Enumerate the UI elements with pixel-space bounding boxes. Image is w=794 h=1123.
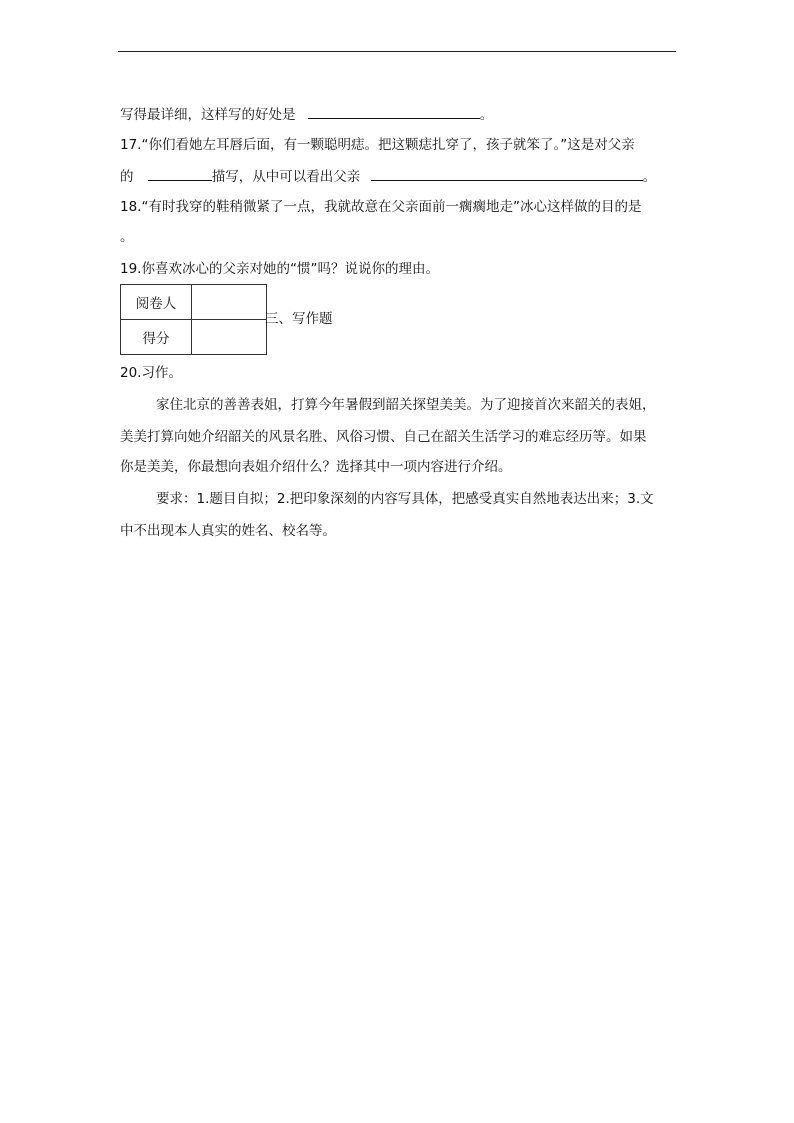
q20-title: 20.习作。 bbox=[120, 365, 182, 381]
score-value[interactable] bbox=[192, 320, 267, 355]
q17-blank-type[interactable] bbox=[148, 166, 212, 181]
q17-line1: 17.“你们看她左耳唇后面，有一颗聪明痣。把这颗痣扎穿了，孩子就笨了。”这是对父亲 bbox=[120, 137, 635, 153]
q20-para1-line3: 你是美美，你最想向表姐介绍什么？选择其中一项内容进行介绍。 bbox=[120, 459, 512, 475]
q17-line2: 的 描写，从中可以看出父亲 。 bbox=[120, 166, 656, 186]
q20-req-line2: 中不出现本人真实的姓名、校名等。 bbox=[120, 523, 336, 539]
reviewer-value[interactable] bbox=[192, 285, 267, 320]
q16-tail: 写得最详细，这样写的好处是 。 bbox=[120, 104, 493, 124]
reviewer-label: 阅卷人 bbox=[121, 285, 192, 320]
q16-answer-blank[interactable] bbox=[308, 104, 480, 119]
q20-para1-line2: 美美打算向她介绍韶关的风景名胜、风俗习惯、自己在韶关生活学习的难忘经历等。如果 bbox=[120, 429, 647, 445]
q17-blank-father[interactable] bbox=[371, 166, 643, 181]
score-label: 得分 bbox=[121, 320, 192, 355]
header-rule bbox=[118, 51, 676, 52]
score-table bbox=[120, 284, 267, 355]
q20-para1-line1: 家住北京的善善表姐，打算今年暑假到韶关探望美美。为了迎接首次来韶关的表姐， bbox=[156, 397, 656, 413]
q18-line1: 18.“有时我穿的鞋稍微紧了一点，我就故意在父亲面前一瘸瘸地走”冰心这样做的目的是 bbox=[120, 199, 642, 215]
q19: 19.你喜欢冰心的父亲对她的“惯”吗？说说你的理由。 bbox=[120, 261, 439, 277]
q18-line2: 。 bbox=[120, 229, 134, 245]
q20-req-line1: 要求：1.题目自拟；2.把印象深刻的内容写具体，把感受真实自然地表达出来；3.文 bbox=[156, 491, 654, 507]
section-3-title: 三、写作题 bbox=[265, 311, 333, 327]
